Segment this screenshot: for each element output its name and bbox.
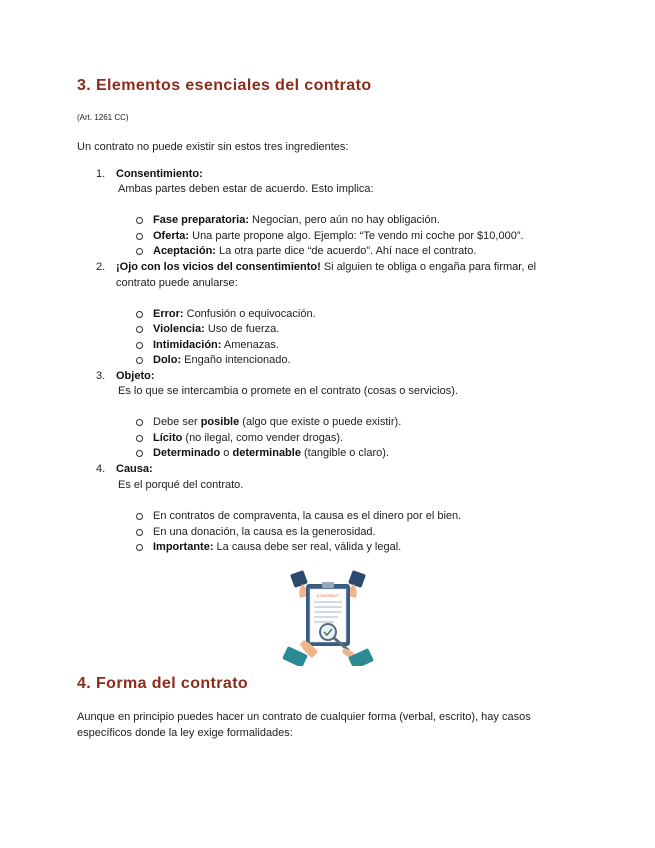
- bullet-term: Determinado: [153, 447, 221, 459]
- section-3-intro: Un contrato no puede existir sin estos tres ingredientes:: [77, 141, 349, 153]
- bullet-text: La otra parte dice “de acuerdo”. Ahí nace el contrato.: [215, 245, 477, 257]
- bullet-term: posible: [200, 416, 240, 428]
- item-title: Consentimiento:: [116, 168, 203, 180]
- bullet-text: Una parte propone algo. Ejemplo: “Te vendo mi coche por $10,000”.: [189, 230, 524, 242]
- bullet-icon: [136, 450, 143, 457]
- bullet-text: o: [220, 447, 233, 459]
- item-title: Objeto:: [116, 370, 155, 382]
- bullet-term: Lícito: [153, 432, 183, 444]
- bullet-icon: [136, 311, 143, 318]
- bullet-term: Importante:: [153, 541, 214, 553]
- bullet-text: Negocian, pero aún no hay obligación.: [248, 214, 440, 226]
- bullet-term: Aceptación:: [153, 245, 216, 257]
- bullet-term: Fase preparatoria:: [153, 214, 249, 226]
- section-4-heading: 4. Forma del contrato: [77, 675, 249, 692]
- item-title: Causa:: [116, 463, 153, 475]
- bullet-text: En contratos de compraventa, la causa es el dinero por el bien.: [153, 510, 462, 522]
- bullet-icon: [136, 529, 143, 536]
- bullet-term: Error:: [153, 308, 184, 320]
- contract-label: CONTRACT: [316, 593, 340, 598]
- bullet-term: Dolo:: [153, 354, 182, 366]
- bullet-icon: [136, 544, 143, 551]
- bullet-text: Engaño intencionado.: [181, 354, 291, 366]
- bullet-term: Oferta:: [153, 230, 190, 242]
- bullet-icon: [136, 217, 143, 224]
- bullet-text: Debe ser: [153, 416, 201, 428]
- item-text: Si alguien te obliga o engaña para firmar, el contrato puede anularse:: [116, 261, 537, 289]
- bullet-icon: [136, 513, 143, 520]
- bullet-icon: [136, 419, 143, 426]
- section-3-heading: 3. Elementos esenciales del contrato: [77, 77, 372, 94]
- item-description: Ambas partes deben estar de acuerdo. Esto implica:: [118, 183, 374, 195]
- bullet-text: La causa debe ser real, válida y legal.: [213, 541, 402, 553]
- list-number: 1.: [96, 168, 106, 180]
- bullet-term: determinable: [232, 447, 301, 459]
- bullet-icon: [136, 435, 143, 442]
- bullet-icon: [136, 342, 143, 349]
- item-title: ¡Ojo con los vicios del consentimiento!: [116, 261, 321, 273]
- section-4-intro: Aunque en principio puedes hacer un contrato de cualquier forma (verbal, escrito), hay casos específicos donde la ley exige formalidades:: [77, 711, 531, 739]
- list-number: 4.: [96, 463, 106, 475]
- item-description: Es el porqué del contrato.: [118, 479, 244, 491]
- list-number: 2.: [96, 261, 106, 273]
- bullet-text: (no ilegal, como vender drogas).: [182, 432, 344, 444]
- bullet-text: Amenazas.: [221, 339, 279, 351]
- bullet-icon: [136, 248, 143, 255]
- bullet-icon: [136, 233, 143, 240]
- bullet-icon: [136, 357, 143, 364]
- item-description: Es lo que se intercambia o promete en el contrato (cosas o servicios).: [118, 385, 458, 397]
- bullet-icon: [136, 326, 143, 333]
- bullet-term: Intimidación:: [153, 339, 222, 351]
- bullet-text: (algo que existe o puede existir).: [239, 416, 402, 428]
- bullet-text: Confusión o equivocación.: [183, 308, 316, 320]
- bullet-text: Uso de fuerza.: [204, 323, 280, 335]
- bullet-term: Violencia:: [153, 323, 205, 335]
- bullet-text: (tangible o claro).: [300, 447, 389, 459]
- list-number: 3.: [96, 370, 106, 382]
- bullet-text: En una donación, la causa es la generosidad.: [153, 526, 376, 538]
- article-reference: (Art. 1261 CC): [77, 113, 129, 122]
- contract-illustration: [282, 570, 374, 666]
